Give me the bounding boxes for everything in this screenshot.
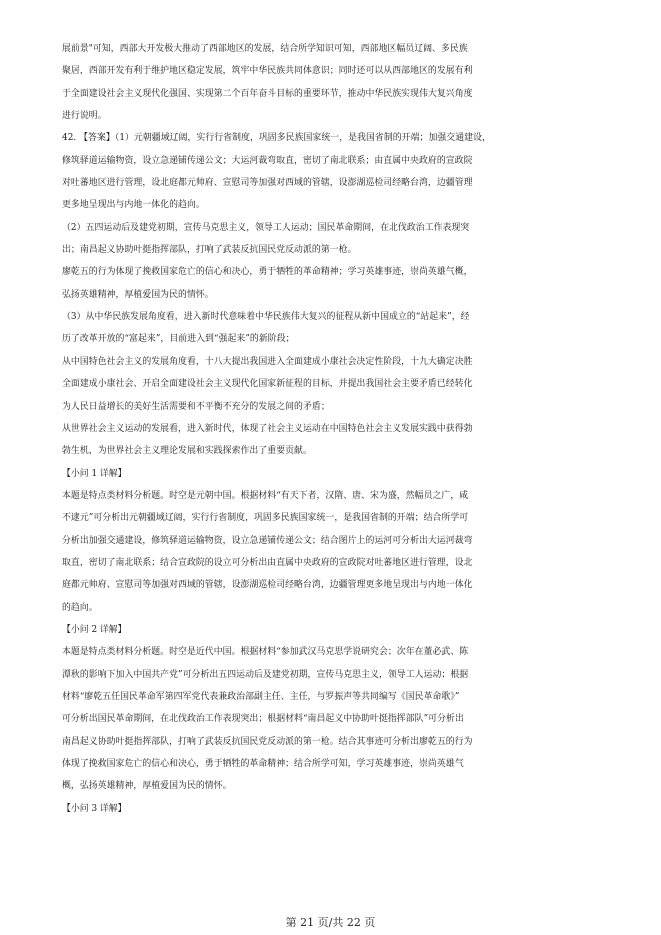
text-line: 本题是特点类材料分析题。时空是近代中国。根据材料“参加武汉马克思学说研究会；次年在董必武、陈 xyxy=(62,647,469,658)
text-line: 本题是特点类材料分析题。时空是元朝中国。根据材料“有天下者，汉隋、唐、宋为盛，然幅员之广，咸 xyxy=(62,490,469,501)
text-line: 历了改革开放的“富起来”，目前进入到“强起来”的新阶段； xyxy=(62,334,295,345)
text-line: 出；南昌起义协助叶挺指挥部队，打响了武装反抗国民党反动派的第一枪。 xyxy=(62,245,357,256)
section-heading: 【小问 1 详解】 xyxy=(62,468,127,479)
text-line: 从中国特色社会主义的发展角度看，十八大提出我国进入全面建成小康社会决定性阶段，十九大确定决胜 xyxy=(62,356,473,367)
text-line: 为人民日益增长的美好生活需要和不平衡不充分的发展之间的矛盾； xyxy=(62,401,330,412)
text-line: 可分析出国民革命期间，在北伐政治工作表现突出；根据材料“南昌起义中协助叶挺指挥部队”可分析出 xyxy=(62,714,464,725)
text-line: 展前景"可知，西部大开发极大推动了西部地区的发展，结合所学知识可知，西部地区幅员辽阔、多民族 xyxy=(62,44,468,54)
text-line: （2）五四运动后及建党初期，宣传马克思主义，领导工人运动；国民革命期间，在北伐政治工作表现突 xyxy=(62,222,470,233)
text-line: 廖乾五的行为体现了挽救国家危亡的信心和决心，勇于牺牲的革命精神；学习英雄事迹，崇尚英雄气概， xyxy=(62,267,473,278)
text-line: 南昌起义协助叶挺指挥部队，打响了武装反抗国民党反动派的第一枪。结合其事迹可分析出廖乾五的行为 xyxy=(62,736,473,747)
text-line: 从世界社会主义运动的发展看，进入新时代，体现了社会主义运动在中国特色社会主义发展实践中获得勃 xyxy=(62,423,473,434)
page-footer: 第 21 页/共 22 页 xyxy=(285,916,376,929)
text-line: 更多地呈现出与内地一体化的趋向。 xyxy=(62,200,205,211)
text-line: 的趋向。 xyxy=(62,602,98,613)
text-line: 概，弘扬英雄精神，厚植爱国为民的情怀。 xyxy=(62,781,232,792)
text-line: 聚居，西部开发有利于维护地区稳定发展，筑牢中华民族共同体意识；同时还可以从西部地区的发展有利 xyxy=(62,66,473,77)
text-line: 体现了挽救国家危亡的信心和决心，勇于牺牲的革命精神；结合所学可知，学习英雄事迹，崇尚英雄气 xyxy=(62,759,464,769)
document-body xyxy=(62,38,622,820)
text-line: 对吐蕃地区进行管理，设北庭都元帅府、宣慰司等加强对西域的管辖，设澎湖巡检司经略台湾，边疆管理 xyxy=(62,178,473,189)
text-line: 全面建成小康社会、开启全面建设社会主义现代化国家新征程的目标，并提出我国社会主要矛盾已经转化 xyxy=(62,379,473,390)
text-line: 潭秋的影响下加入中国共产党”可分析出五四运动后及建党初期，宣传马克思主义，领导工人运动；根据 xyxy=(62,669,469,680)
text-line: 不逮元”可分析出元朝疆域辽阔，实行行省制度，巩固多民族国家统一，是我国省制的开端；结合所学可 xyxy=(62,513,469,524)
text-line: 材料“廖乾五任国民革命军第四军党代表兼政治部副主任、主任，与罗振声等共同编写《国民革命歌》” xyxy=(62,691,460,702)
section-heading: 【小问 2 详解】 xyxy=(62,624,127,635)
text-line: 庭都元帅府、宣慰司等加强对西域的管辖，设澎湖巡检司经略台湾，边疆管理更多地呈现出与内地一体化 xyxy=(62,580,473,591)
text-line: 42. 【答案】（1）元朝疆域辽阔，实行行省制度，巩固多民族国家统一，是我国省制的开端；加强交通建设， xyxy=(62,133,491,144)
text-line: 修筑驿道运输物资，设立急递铺传递公文；大运河裁弯取直，密切了南北联系；由直属中央政府的宣政院 xyxy=(62,155,473,166)
text-line: 勃生机，为世界社会主义理论发展和实践探索作出了重要贡献。 xyxy=(62,446,312,457)
text-line: 进行说明。 xyxy=(62,111,107,122)
text-line: 分析出加强交通建设，修筑驿道运输物资，设立急递铺传递公文；结合图片上的运河可分析出大运河裁弯 xyxy=(62,535,473,546)
text-line: （3）从中华民族发展角度看，进入新时代意味着中华民族伟大复兴的征程从新中国成立的“站起来”，经 xyxy=(62,312,470,323)
section-heading: 【小问 3 详解】 xyxy=(62,803,127,814)
text-line: 于全面建设社会主义现代化强国、实现第二个百年奋斗目标的重要环节，推动中华民族实现伟大复兴角度 xyxy=(62,88,473,99)
text-line: 取直，密切了南北联系；结合宣政院的设立可分析出由直属中央政府的宣政院对吐蕃地区进行管理，设北 xyxy=(62,557,473,568)
text-line: 弘扬英雄精神，厚植爱国为民的情怀。 xyxy=(62,289,214,300)
